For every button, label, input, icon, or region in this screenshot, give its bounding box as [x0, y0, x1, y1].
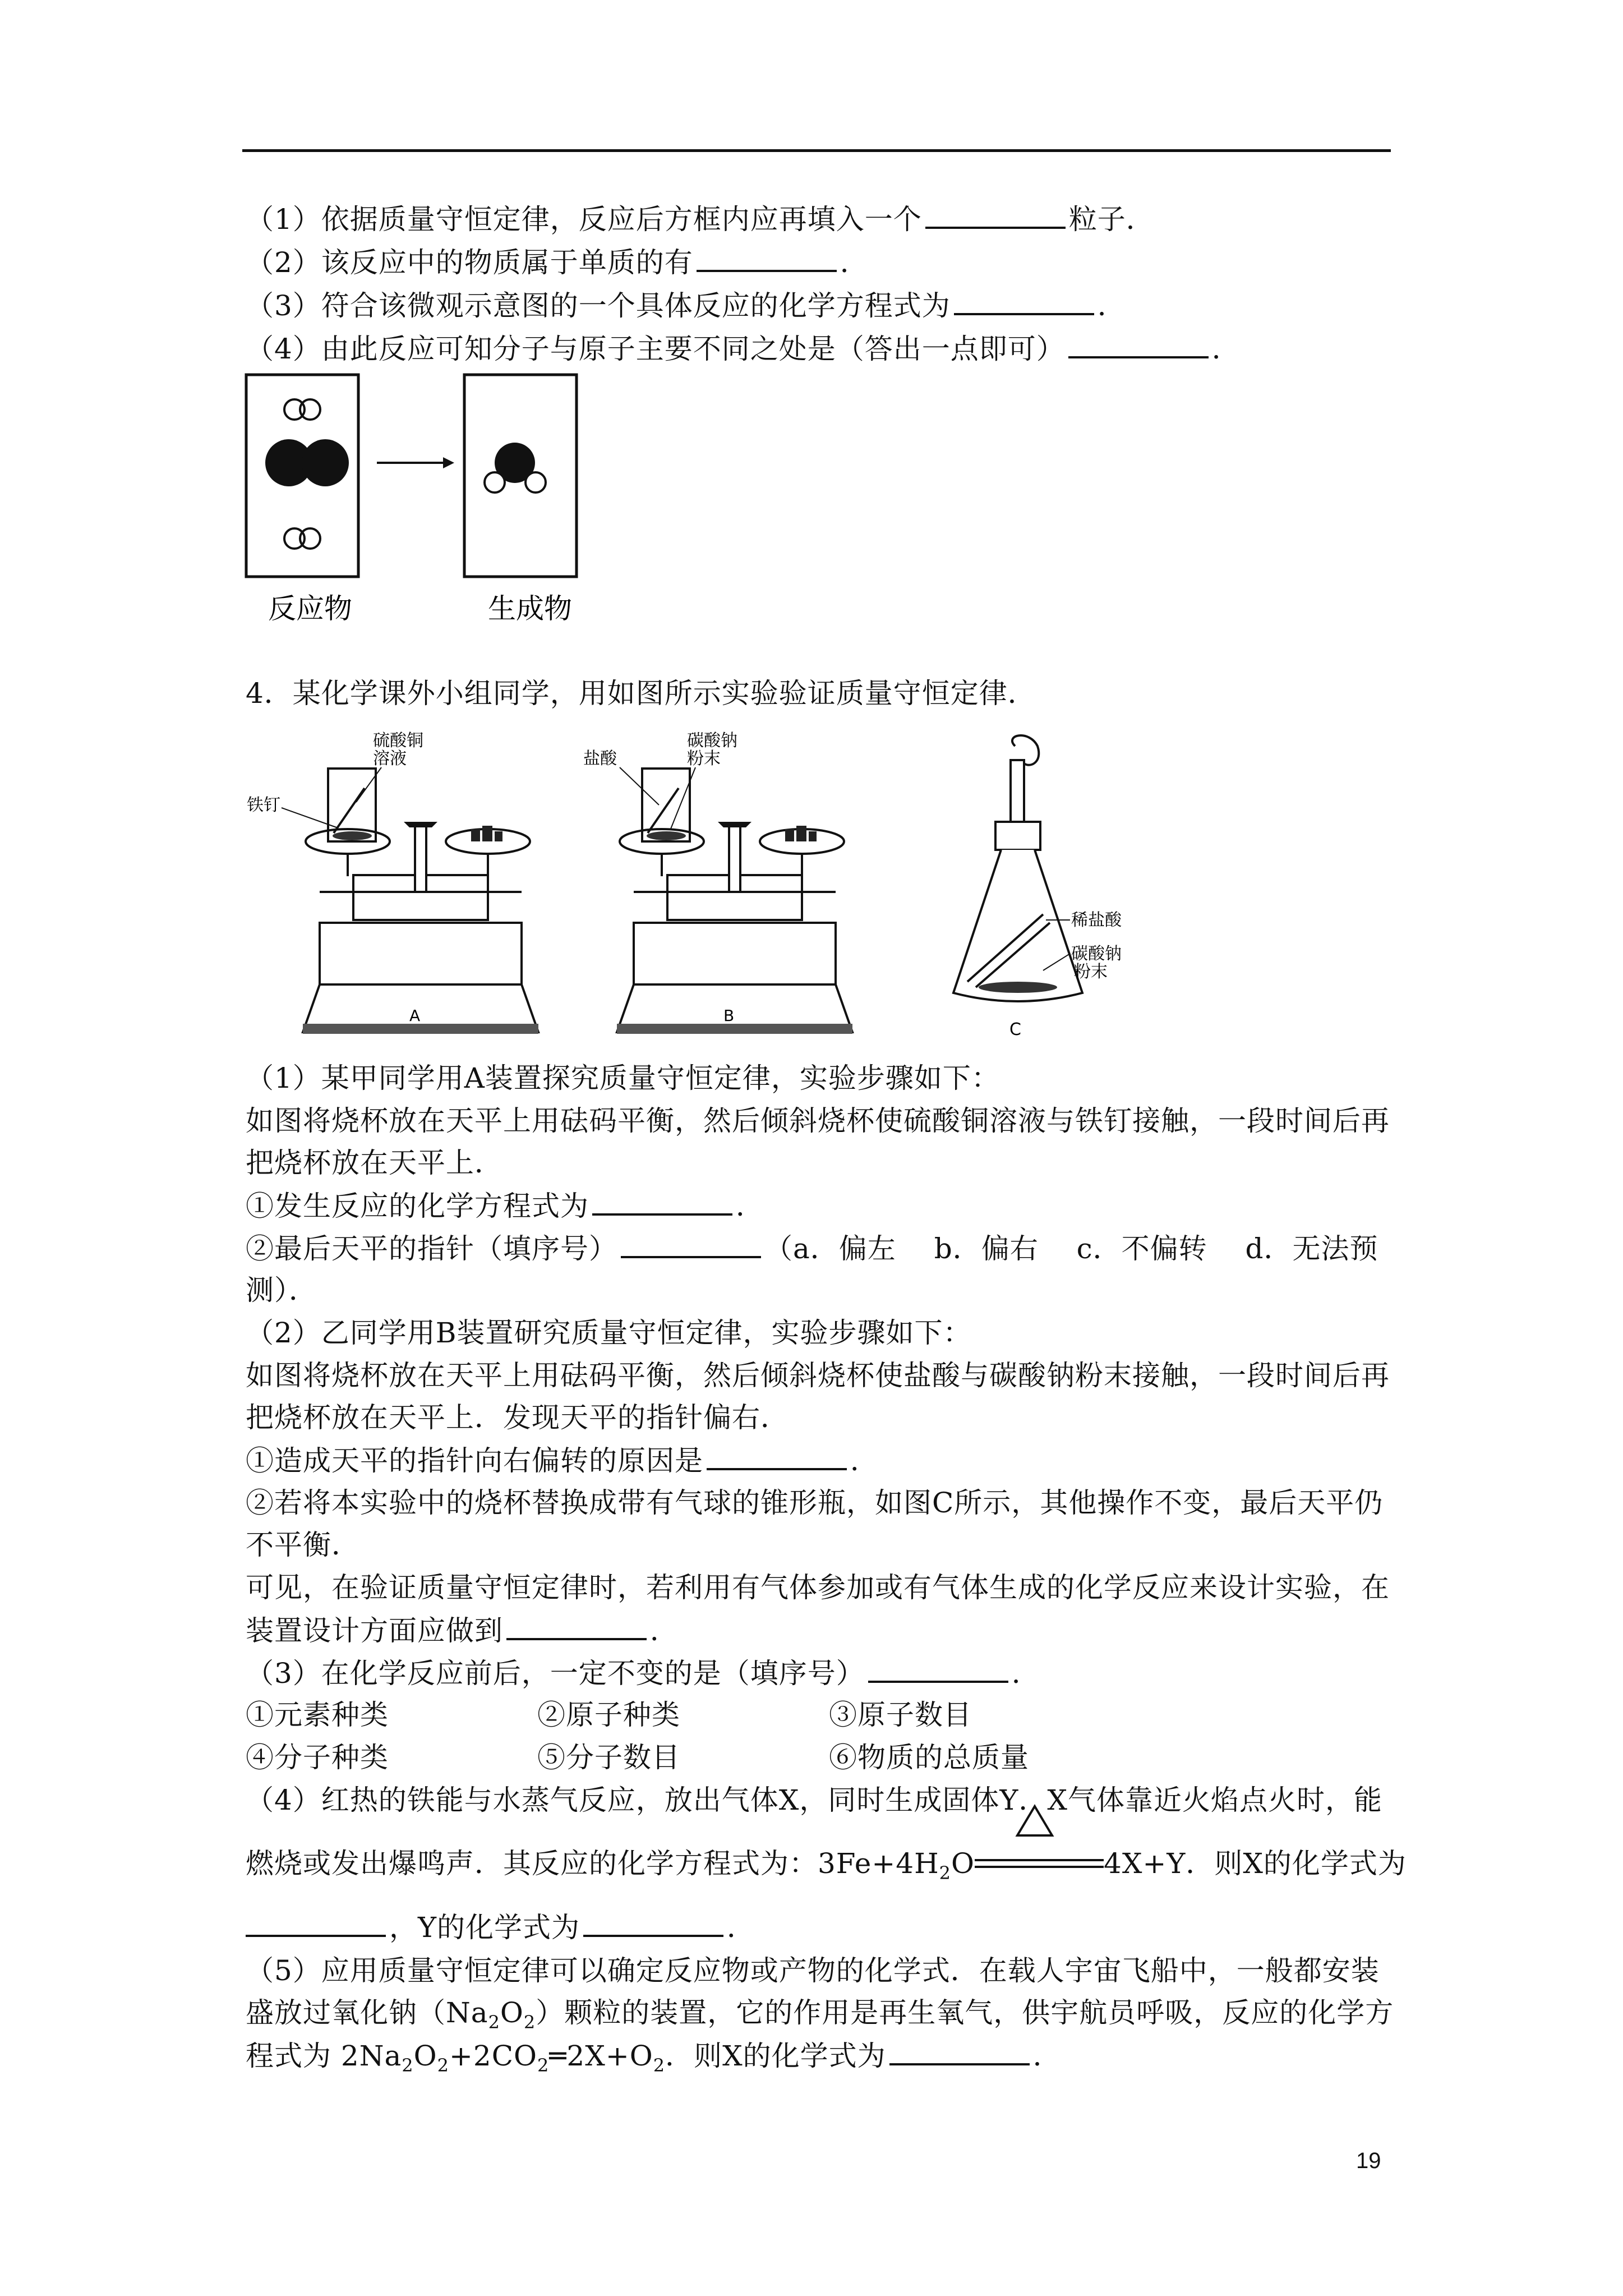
answer-blank[interactable] [954, 288, 1094, 315]
q3-line-3: （3）符合该微观示意图的一个具体反应的化学方程式为 ． [246, 289, 1126, 322]
answer-blank[interactable] [592, 1189, 732, 1216]
answer-blank[interactable] [868, 1656, 1008, 1683]
answer-blank[interactable] [506, 1613, 647, 1640]
q4-p2-q1: ①造成天平的指针向右偏转的原因是 ． [246, 1444, 879, 1477]
na2co3-label-3: 碳酸钠 [1071, 944, 1122, 964]
hcl-label: 盐酸 [583, 749, 617, 769]
header-rule [242, 149, 1391, 152]
cuso4-label-2: 溶液 [373, 749, 407, 769]
label-b: B [723, 1006, 735, 1025]
hydrogen-atom [300, 528, 320, 549]
balance-b [617, 769, 852, 1034]
na2co3-label-2: 粉末 [687, 749, 721, 769]
products-label: 生成物 [488, 592, 572, 625]
q4-p2-q2-line-1: ②若将本实验中的烧杯替换成带有气球的锥形瓶，如图C所示，其他操作不变，最后天平仍 [246, 1487, 1384, 1519]
label-c: C [1009, 1020, 1021, 1039]
label-a: A [409, 1006, 421, 1025]
option: ⑥物质的总质量 [829, 1741, 1029, 1774]
reactants-label: 反应物 [268, 592, 352, 625]
q4-p1-title: （1）某甲同学用A装置探究质量守恒定律，实验步骤如下： [246, 1062, 1000, 1094]
q4-p5-line-2: 盛放过氧化钠$(Na_2O_2)$颗粒的装置，它的作用是再生氧气，供宇航员呼吸，反应的化学方 [246, 1996, 1394, 2033]
flask-c [953, 735, 1082, 1001]
arrow-head [443, 457, 454, 468]
page-number: 19 [1356, 2148, 1381, 2173]
balance-a [303, 769, 538, 1034]
answer-blank[interactable] [697, 245, 837, 272]
answer-blank[interactable] [925, 202, 1066, 229]
q3-line-1: （1）依据质量守恒定律，反应后方框内应再填入一个 粒子． [246, 203, 1155, 236]
answer-blank[interactable] [583, 1910, 723, 1937]
option: ②原子种类 [537, 1699, 680, 1731]
q4-p5-line-3: 程式为 $2Na_2O_2+2CO_2═2X+O_2$．则X的化学式为 ． [246, 2040, 1062, 2076]
q4-p2-q2-line-2: 不平衡． [246, 1529, 360, 1561]
q4-p2-line-3: 可见，在验证质量守恒定律时，若利用有气体参加或有气体生成的化学反应来设计实验，在 [246, 1571, 1390, 1604]
dilute-hcl-label: 稀盐酸 [1071, 910, 1122, 930]
oxygen-atom [302, 439, 349, 486]
q4-p2-line-2: 把烧杯放在天平上．发现天平的指针偏右． [246, 1401, 789, 1434]
q4-p1-q1: ①发生反应的化学方程式为 ． [246, 1190, 764, 1222]
q4-p1-line-2: 把烧杯放在天平上． [246, 1147, 503, 1179]
option: ⑤分子数目 [537, 1741, 680, 1774]
hydrogen-atom [300, 399, 320, 420]
answer-blank[interactable] [621, 1231, 761, 1258]
nail-label: 铁钉 [247, 795, 280, 815]
hydrogen-atom [525, 472, 546, 493]
option: ④分子种类 [246, 1741, 389, 1774]
q4-intro: 4．某化学课外小组同学，用如图所示实验验证质量守恒定律． [246, 677, 1036, 710]
powder-label: 粉末 [1074, 962, 1108, 982]
q4-p4-line-2: 燃烧或发出爆鸣声．其反应的化学方程式为：$3Fe+4H_2O$ 4X+Y．则X的化学式为 [246, 1847, 1407, 1880]
q4-p1-q2-end: 测）． [246, 1274, 317, 1306]
heat-triangle-icon [1015, 1804, 1054, 1838]
answer-blank[interactable] [1068, 332, 1209, 358]
micro-reaction-diagram [241, 370, 600, 639]
q4-p2-title: （2）乙同学用B装置研究质量守恒定律，实验步骤如下： [246, 1317, 972, 1349]
option: ③原子数目 [829, 1699, 972, 1731]
hydrogen-atom [485, 472, 505, 493]
cuso4-label-1: 硫酸铜 [373, 731, 423, 751]
q4-p3-options-row-1 [246, 1698, 1121, 1732]
q4-p5-line-1: （5）应用质量守恒定律可以确定反应物或产物的化学式．在载人宇宙飞船中，一般都安装 [246, 1954, 1380, 1987]
q4-p1-line-1: 如图将烧杯放在天平上用砝码平衡，然后倾斜烧杯使硫酸铜溶液与铁钉接触，一段时间后再 [246, 1105, 1390, 1137]
heating-equals-sign [975, 1847, 1104, 1880]
answer-blank[interactable] [889, 2039, 1030, 2065]
q3-line-2: （2）该反应中的物质属于单质的有 ． [246, 246, 869, 279]
q4-p2-line-4: 装置设计方面应做到 ． [246, 1614, 679, 1647]
q4-p3-options-row-2 [246, 1741, 1121, 1774]
q4-p3-title: （3）在化学反应前后，一定不变的是（填序号） ． [246, 1657, 1040, 1690]
q4-p1-q2: ②最后天平的指针（填序号） （a．偏左 b．偏右 c．不偏转 d．无法预 [246, 1232, 1378, 1265]
answer-blank[interactable] [246, 1910, 386, 1937]
q3-line-4: （4）由此反应可知分子与原子主要不同之处是（答出一点即可） ． [246, 333, 1241, 365]
q4-p4-line-3: ，Y的化学式为 ． [246, 1910, 755, 1944]
answer-blank[interactable] [707, 1443, 847, 1470]
apparatus-figure [247, 729, 1200, 1043]
q4-p2-line-1: 如图将烧杯放在天平上用砝码平衡，然后倾斜烧杯使盐酸与碳酸钠粉末接触，一段时间后再 [246, 1359, 1390, 1392]
na2co3-label-1: 碳酸钠 [687, 731, 737, 751]
option: ①元素种类 [246, 1699, 389, 1731]
q4-p4-line-1: （4）红热的铁能与水蒸气反应，放出气体X，同时生成固体Y．X气体靠近火焰点火时，能 [246, 1784, 1383, 1816]
